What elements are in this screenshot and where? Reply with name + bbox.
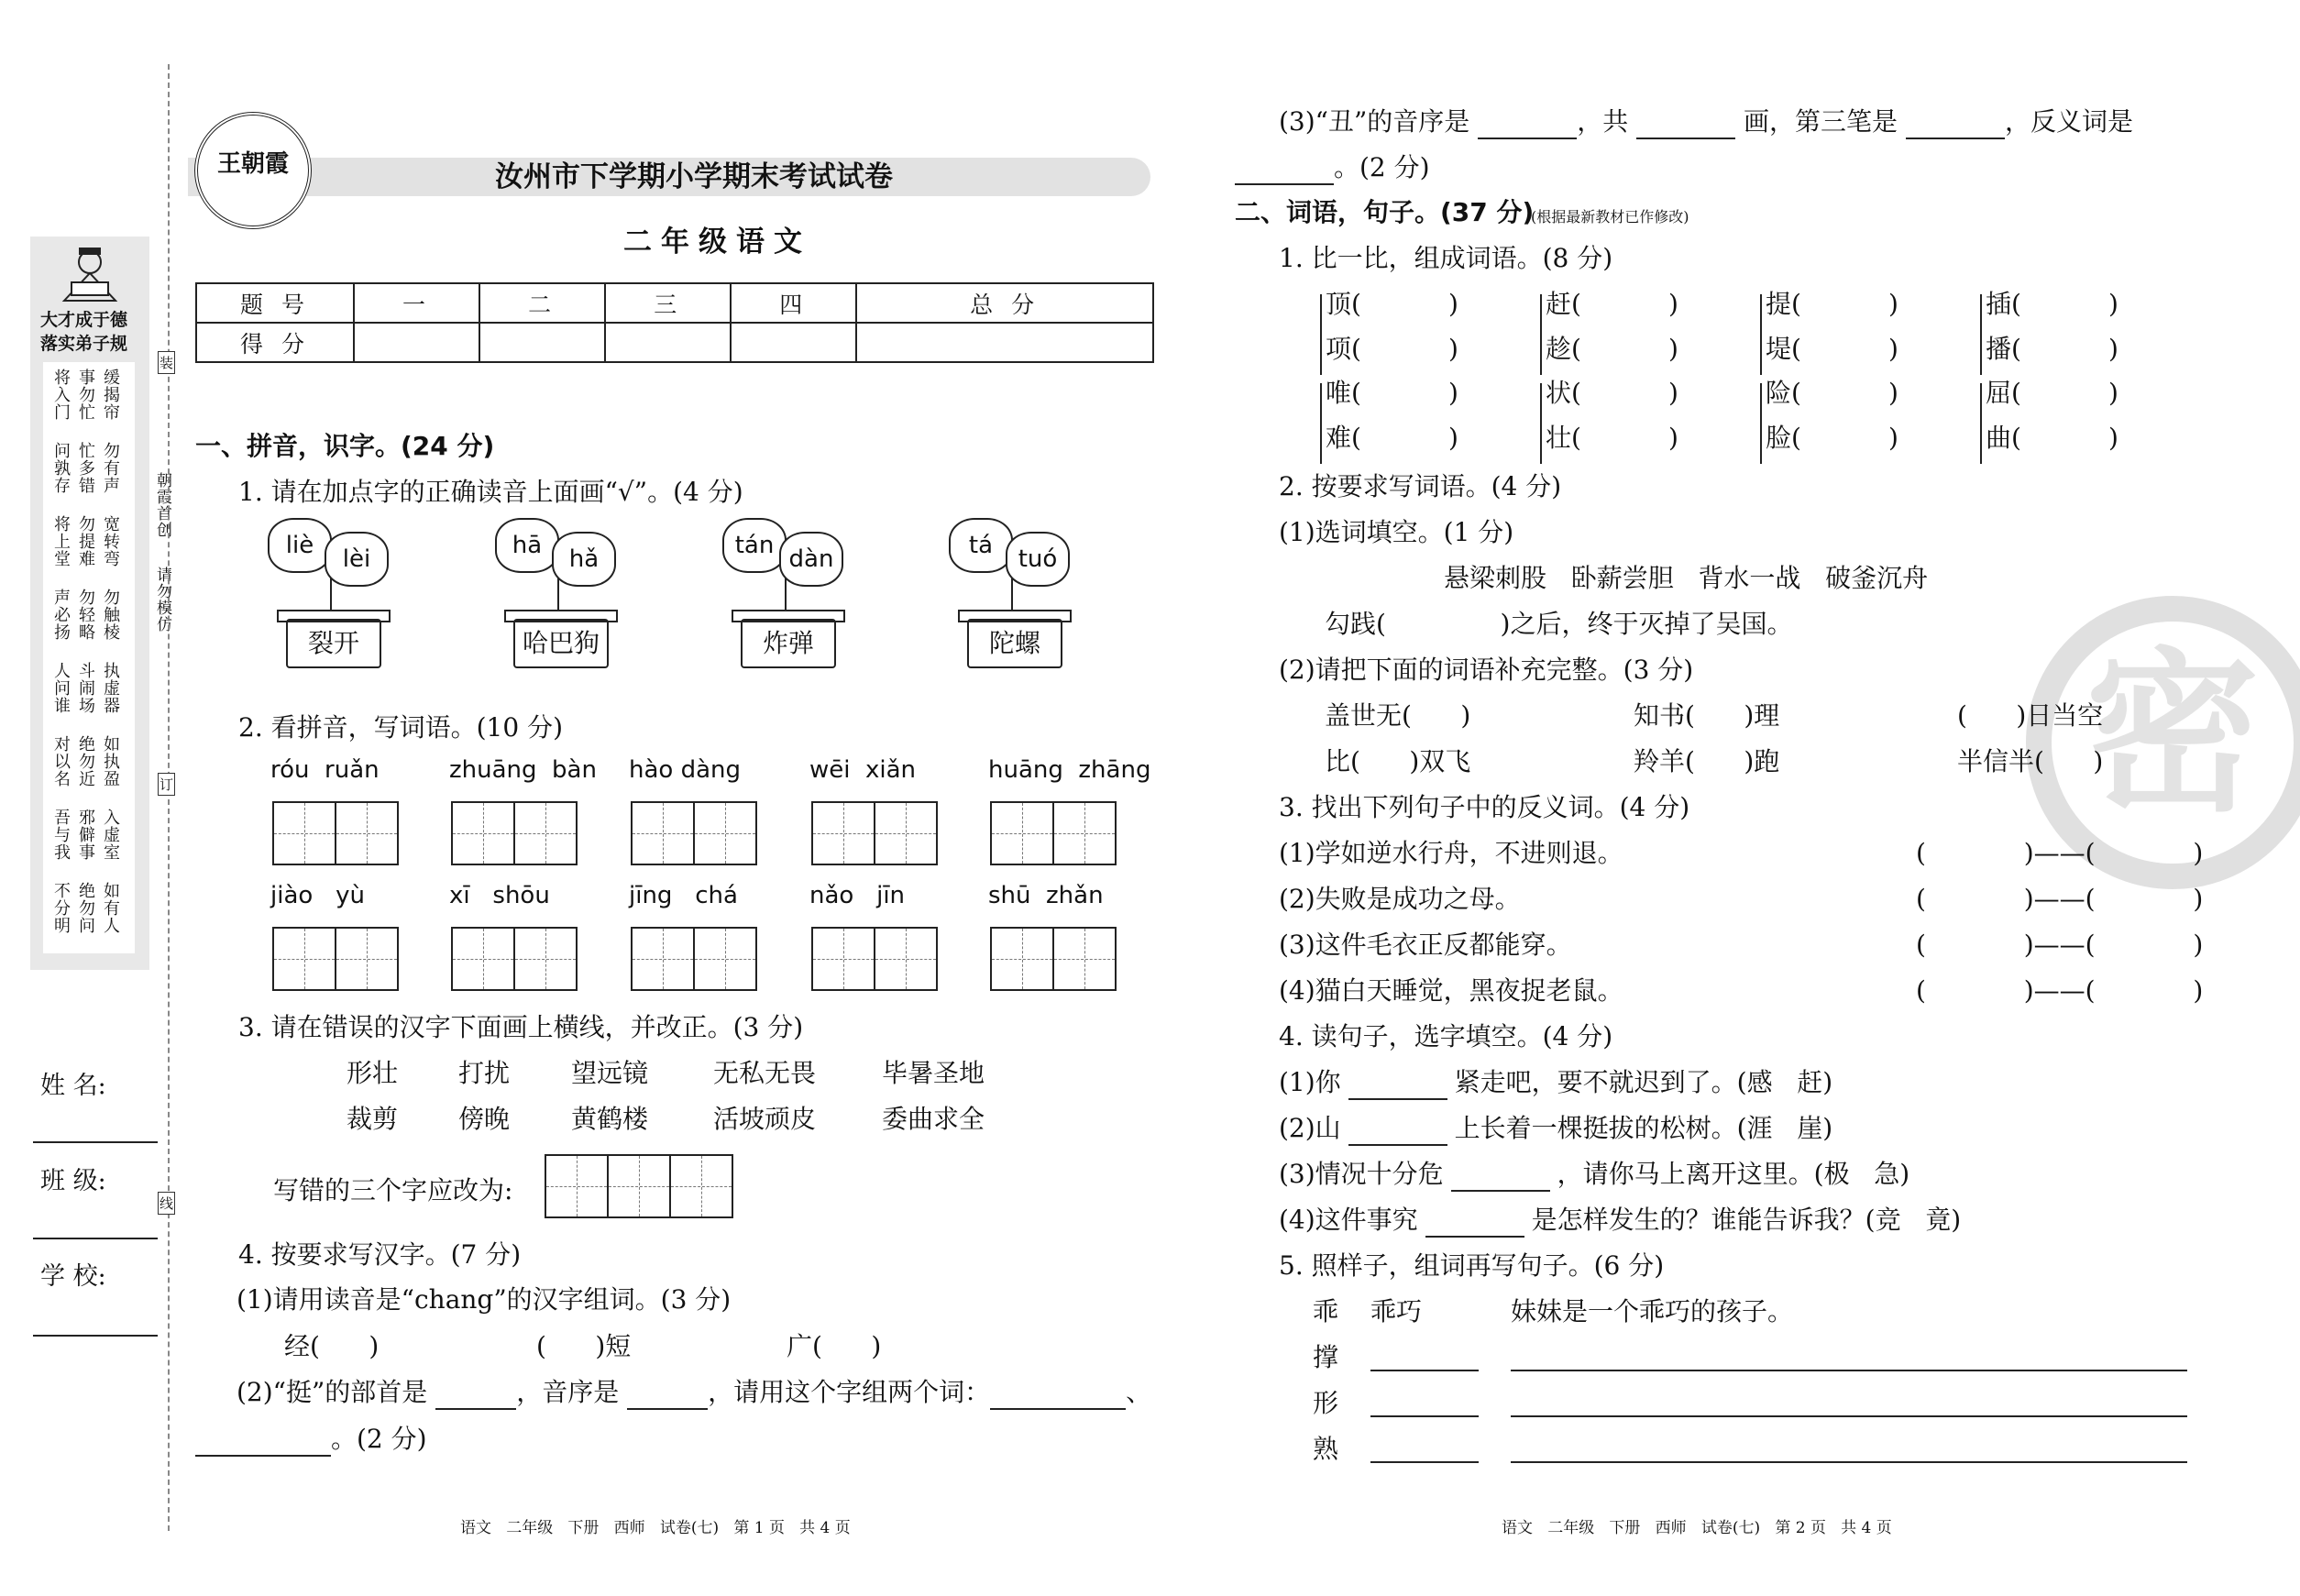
word-item[interactable]: 傍晚 (458, 1104, 511, 1134)
compare-char[interactable]: 壮( (1546, 423, 1581, 453)
q4-sub2-d: 、 (1126, 1377, 1152, 1407)
writing-cell[interactable] (693, 801, 757, 865)
writing-cell[interactable] (1052, 927, 1117, 991)
word-item[interactable]: 打扰 (458, 1058, 511, 1088)
writing-cell[interactable] (631, 801, 695, 865)
page-title: 汝州市下学期小学期末考试试卷 (495, 160, 893, 193)
blank-field[interactable] (990, 1377, 1126, 1410)
q4-sub2-a: (2)“挺”的部首是 (237, 1377, 428, 1407)
word-item[interactable]: 望远镜 (571, 1058, 649, 1088)
motto-column: 勿轻略 (76, 589, 95, 641)
r-q5-ex-sentence: 妹妹是一个乖巧的孩子。 (1511, 1296, 1794, 1326)
q4-sub1-item[interactable]: 经( ) (284, 1331, 380, 1361)
idiom-item[interactable]: 盖世无( ) (1325, 700, 1471, 731)
q3-fix-grid (545, 1154, 733, 1218)
q4-title: 4. 按要求写汉字。(7 分) (238, 1239, 522, 1270)
motto-column: 将入门 (51, 369, 71, 421)
motto-column: 如执盈 (101, 735, 120, 787)
motto-column: 绝勿近 (76, 735, 95, 787)
q5-char: 熟 (1313, 1434, 1339, 1464)
sentence-blank[interactable] (1511, 1461, 2187, 1463)
group-brace (1540, 383, 1542, 464)
score-label-cell: 得 分 (196, 323, 354, 362)
compare-char[interactable]: 状( (1546, 378, 1581, 408)
antonym-pair[interactable]: ( )——( ) (1916, 975, 2204, 1006)
antonym-pair[interactable]: ( )——( ) (1916, 838, 2204, 868)
writing-cell[interactable] (874, 927, 938, 991)
compare-char[interactable]: 趁( (1546, 334, 1581, 364)
cut-line (168, 64, 170, 1531)
pinyin-label: zhuāng bàn (449, 756, 597, 784)
motto-column: 不分明 (51, 882, 71, 934)
group-brace (1760, 294, 1762, 375)
pinyin-option[interactable]: tuó (1006, 532, 1070, 587)
compare-char[interactable]: 唯( (1326, 378, 1361, 408)
class-field[interactable] (33, 1238, 158, 1239)
motto-column: 人问谁 (51, 662, 71, 714)
word-item[interactable]: 毕暑圣地 (882, 1058, 985, 1088)
compare-close: ) (1668, 423, 1678, 453)
vertical-note-1: 朝霞首创 (153, 472, 171, 538)
fill-suffix: 是怎样发生的？谁能告诉我？(竞 竟) (1531, 1205, 1962, 1235)
q4-sub1: (1)请用读音是“chang”的汉字组词。(3 分) (237, 1284, 732, 1315)
writing-cell[interactable] (811, 927, 875, 991)
q4-sub1-item[interactable]: 广( ) (787, 1331, 882, 1361)
score-input-cell[interactable] (731, 323, 856, 362)
word-blank[interactable] (1370, 1461, 1479, 1463)
idiom-item[interactable]: 知书( )理 (1634, 700, 1780, 731)
q4-sub2-line2 (195, 1424, 427, 1457)
compare-char[interactable]: 屈( (1986, 378, 2021, 408)
pinyin-option[interactable]: lèi (325, 532, 389, 587)
group-brace (1320, 383, 1322, 464)
antonym-sentence: (1)学如逆水行舟，不进则退。 (1279, 838, 1623, 868)
pinyin-option[interactable]: tá (949, 518, 1013, 573)
motto-column: 勿提难 (76, 515, 95, 567)
q4-sub2-b: ，音序是 (516, 1377, 620, 1407)
compare-char[interactable]: 顶( (1326, 289, 1361, 319)
fold-mark-1: 装 (158, 351, 175, 374)
pinyin-option[interactable]: tán (722, 518, 787, 573)
r-q3-d: ，反义词是 (2004, 106, 2133, 137)
writing-cell[interactable] (874, 801, 938, 865)
r-q3-c: 画，第三笔是 (1744, 106, 1898, 137)
q4-sub1-item[interactable]: ( )短 (536, 1331, 632, 1361)
r-q1-title: 1. 比一比，组成词语。(8 分) (1279, 243, 1613, 273)
name-field[interactable] (33, 1141, 158, 1143)
blank-field[interactable] (1478, 106, 1577, 139)
idiom-item[interactable]: 半信半( ) (1957, 746, 2104, 776)
logo-text: 王朝霞 (216, 150, 289, 178)
compare-close: ) (1448, 289, 1458, 319)
compare-close: ) (1448, 334, 1458, 364)
compare-char[interactable]: 难( (1326, 423, 1361, 453)
antonym-pair[interactable]: ( )——( ) (1916, 930, 2204, 960)
motto-column: 斗闹场 (76, 662, 95, 714)
part2-heading: 二、词语，句子。(37 分) (1235, 197, 1535, 227)
r-q3cont-line1 (1279, 106, 2133, 139)
blank-field[interactable] (1906, 106, 2005, 139)
motto-line-2: 落实弟子规 (40, 334, 128, 354)
motto-column: 入虚室 (101, 809, 120, 861)
motto-column: 勿有声 (101, 442, 120, 494)
word-item[interactable]: 委曲求全 (882, 1104, 985, 1134)
compare-char[interactable]: 曲( (1986, 423, 2021, 453)
compare-close: ) (1448, 378, 1458, 408)
blank-field[interactable] (1636, 106, 1735, 139)
blank-field[interactable] (435, 1377, 516, 1410)
fold-mark-2: 订 (158, 773, 175, 796)
compare-char[interactable]: 险( (1766, 378, 1801, 408)
group-brace (1760, 383, 1762, 464)
footer-left: 语文 二年级 下册 西师 试卷(七) 第 1 页 共 4 页 (460, 1519, 851, 1537)
q4-sub2-c: ，请用这个字组两个词： (708, 1377, 991, 1407)
fill-line (1279, 1205, 1961, 1238)
r-q5-ex-char: 乖 (1313, 1296, 1339, 1326)
score-input-cell[interactable] (605, 323, 731, 362)
pot-word: 炸弹 (741, 619, 836, 668)
compare-close: ) (1888, 423, 1898, 453)
score-header-cell: 四 (731, 283, 856, 323)
r-q2-options: 悬梁刺股 卧薪尝胆 背水一战 破釜沉舟 (1444, 563, 1929, 593)
part1-heading: 一、拼音，识字。(24 分) (195, 431, 495, 461)
writing-cell[interactable] (1052, 801, 1117, 865)
writing-cell[interactable] (272, 801, 336, 865)
writing-cell[interactable] (545, 1154, 609, 1218)
compare-char[interactable]: 提( (1766, 289, 1801, 319)
pinyin-label: huāng zhāng (988, 756, 1151, 784)
writing-cell[interactable] (607, 1154, 671, 1218)
group-brace (1540, 294, 1542, 375)
writing-grid (811, 801, 938, 865)
blank-field[interactable] (1451, 1159, 1550, 1192)
fill-line (1279, 1067, 1832, 1100)
blank-field[interactable] (1348, 1113, 1447, 1146)
footer-right: 语文 二年级 下册 西师 试卷(七) 第 2 页 共 4 页 (1502, 1519, 1892, 1537)
q4-sub2-e: 。(2 分) (331, 1424, 427, 1454)
score-table-row (196, 283, 1153, 323)
q4-sub2-line (237, 1377, 1151, 1410)
word-blank[interactable] (1370, 1370, 1479, 1371)
word-item[interactable]: 裁剪 (347, 1104, 399, 1134)
writing-grid (811, 927, 938, 991)
writing-cell[interactable] (631, 927, 695, 991)
blank-field[interactable] (1235, 152, 1334, 185)
school-label: 学 校: (40, 1262, 106, 1291)
writing-cell[interactable] (513, 927, 578, 991)
score-header-cell: 三 (605, 283, 731, 323)
score-input-cell[interactable] (856, 323, 1153, 362)
writing-grid (272, 927, 399, 991)
writing-cell[interactable] (451, 927, 515, 991)
blank-field[interactable] (1348, 1067, 1447, 1100)
compare-char[interactable]: 项( (1326, 334, 1361, 364)
compare-close: ) (2108, 334, 2118, 364)
score-header-cell: 总 分 (856, 283, 1153, 323)
writing-grid (451, 927, 578, 991)
writing-grid (451, 801, 578, 865)
pinyin-option[interactable]: hā (495, 518, 559, 573)
writing-cell[interactable] (335, 927, 399, 991)
group-brace (1980, 383, 1982, 464)
writing-cell[interactable] (693, 927, 757, 991)
compare-close: ) (2108, 423, 2118, 453)
q1-title: 1. 请在加点字的正确读音上面画“√”。(4 分) (238, 477, 743, 507)
compare-close: ) (1888, 334, 1898, 364)
r-q3-a: (3)“丑”的音序是 (1279, 106, 1470, 137)
part2-note: (根据最新教材已作修改) (1531, 208, 1689, 226)
motto-column: 吾与我 (51, 809, 71, 861)
sentence-blank[interactable] (1511, 1415, 2187, 1417)
q3-fix-label: 写错的三个字应改为: (273, 1175, 513, 1205)
pot-word: 裂开 (286, 619, 381, 668)
motto-column: 将上堂 (51, 515, 71, 567)
antonym-pair[interactable]: ( )——( ) (1916, 884, 2204, 914)
r-q5-title: 5. 照样子，组词再写句子。(6 分) (1279, 1250, 1665, 1281)
flower-item (949, 518, 1086, 701)
flower-item (268, 518, 405, 701)
r-q2-fill[interactable]: 勾践( )之后，终于灭掉了吴国。 (1325, 609, 1793, 639)
writing-grid (990, 801, 1117, 865)
pinyin-label: shū zhǎn (988, 882, 1104, 909)
pinyin-label: róu ruǎn (270, 756, 380, 784)
pinyin-label: jīng chá (629, 882, 738, 909)
motto-column: 对以名 (51, 735, 71, 787)
writing-grid (272, 801, 399, 865)
writing-cell[interactable] (990, 801, 1054, 865)
score-header-cell: 一 (354, 283, 479, 323)
name-label: 姓 名: (40, 1072, 106, 1100)
pinyin-option[interactable]: liè (268, 518, 332, 573)
motto-column: 缓揭帘 (101, 369, 120, 421)
blank-field[interactable] (195, 1424, 331, 1457)
motto-column: 绝勿问 (76, 882, 95, 934)
motto-column: 忙多错 (76, 442, 95, 494)
fill-line (1279, 1113, 1832, 1146)
writing-cell[interactable] (335, 801, 399, 865)
pinyin-label: xī shōu (449, 882, 550, 909)
antonym-sentence: (4)猫白天睡觉，黑夜捉老鼠。 (1279, 975, 1623, 1006)
r-q2-sub1: (1)选词填空。(1 分) (1279, 517, 1514, 547)
fill-suffix: 上长着一棵挺拔的松树。(涯 崖) (1454, 1113, 1833, 1143)
word-item[interactable]: 形壮 (347, 1058, 399, 1088)
idiom-item[interactable]: 比( )双飞 (1325, 746, 1471, 776)
motto-column: 如有人 (101, 882, 120, 934)
motto-column: 问孰存 (51, 442, 71, 494)
compare-char[interactable]: 播( (1986, 334, 2021, 364)
logo (194, 112, 312, 229)
blank-field[interactable] (627, 1377, 708, 1410)
motto-column: 执虚器 (101, 662, 120, 714)
writing-grid (631, 801, 757, 865)
r-q3cont-line2 (1235, 152, 1430, 185)
antonym-sentence: (3)这件毛衣正反都能穿。 (1279, 930, 1572, 960)
writing-cell[interactable] (811, 801, 875, 865)
score-header-cell: 二 (479, 283, 605, 323)
compare-char[interactable]: 脸( (1766, 423, 1801, 453)
scholar-illustration (53, 246, 127, 305)
group-brace (1320, 294, 1322, 375)
fill-prefix: (2)山 (1279, 1113, 1341, 1143)
fill-suffix: 紧走吧，要不就迟到了。(感 赶) (1454, 1067, 1833, 1097)
page-subtitle: 二年级语文 (623, 226, 811, 259)
word-item[interactable]: 活坡顽皮 (713, 1104, 817, 1134)
motto-column: 宽转弯 (101, 515, 120, 567)
r-q3-b: ，共 (1577, 106, 1629, 137)
pinyin-label: hào dàng (629, 756, 742, 784)
r-q2-sub2: (2)请把下面的词语补充完整。(3 分) (1279, 655, 1694, 685)
compare-close: ) (2108, 289, 2118, 319)
r-q5-ex-word: 乖巧 (1370, 1296, 1423, 1326)
pinyin-label: jiào yù (270, 882, 365, 909)
motto-column: 声必扬 (51, 589, 71, 641)
word-blank[interactable] (1370, 1415, 1479, 1417)
compare-char[interactable]: 堤( (1766, 334, 1801, 364)
group-brace (1980, 294, 1982, 375)
score-input-cell[interactable] (479, 323, 605, 362)
idiom-item[interactable]: ( )日当空 (1957, 700, 2104, 731)
flower-item (495, 518, 633, 701)
writing-grid (631, 927, 757, 991)
q5-char: 撑 (1313, 1342, 1339, 1372)
motto-column: 事勿忙 (76, 369, 95, 421)
compare-close: ) (1888, 289, 1898, 319)
pinyin-label: nǎo jīn (809, 882, 906, 909)
compare-close: ) (1668, 378, 1678, 408)
fill-prefix: (4)这件事究 (1279, 1205, 1418, 1235)
fill-prefix: (1)你 (1279, 1067, 1341, 1097)
compare-close: ) (2108, 378, 2118, 408)
pinyin-option[interactable]: dàn (779, 532, 843, 587)
r-q3-e: 。(2 分) (1334, 152, 1430, 182)
school-field[interactable] (33, 1335, 158, 1337)
score-table-row (196, 323, 1153, 362)
motto-column: 勿触棱 (101, 589, 120, 641)
fill-suffix: ，请你马上离开这里。(极 急) (1557, 1159, 1910, 1189)
pot-word: 陀螺 (967, 619, 1062, 668)
r-q4-title: 4. 读句子，选字填空。(4 分) (1279, 1021, 1613, 1051)
writing-cell[interactable] (513, 801, 578, 865)
q5-char: 形 (1313, 1388, 1339, 1418)
fold-mark-3: 线 (158, 1192, 175, 1215)
q2-title: 2. 看拼音，写词语。(10 分) (238, 712, 563, 743)
compare-char[interactable]: 插( (1986, 289, 2021, 319)
word-item[interactable]: 黄鹤楼 (571, 1104, 649, 1134)
fill-prefix: (3)情况十分危 (1279, 1159, 1444, 1189)
writing-grid (990, 927, 1117, 991)
blank-field[interactable] (1425, 1205, 1524, 1238)
class-label: 班 级: (40, 1167, 106, 1195)
score-table (195, 282, 1154, 363)
compare-close: ) (1448, 423, 1458, 453)
writing-cell[interactable] (451, 801, 515, 865)
vertical-note-2: 请勿模仿 (153, 567, 171, 633)
pinyin-label: wēi xiǎn (809, 756, 917, 784)
pot-word: 哈巴狗 (513, 619, 609, 668)
fill-line (1279, 1159, 1909, 1192)
score-header-cell: 题 号 (196, 283, 354, 323)
motto-line-1: 大才成于德 (40, 310, 128, 330)
pinyin-option[interactable]: hǎ (552, 532, 616, 587)
writing-cell[interactable] (990, 927, 1054, 991)
writing-cell[interactable] (272, 927, 336, 991)
compare-close: ) (1888, 378, 1898, 408)
sentence-blank[interactable] (1511, 1370, 2187, 1371)
score-input-cell[interactable] (354, 323, 479, 362)
seal-char: 密 (2085, 631, 2261, 835)
flower-item (722, 518, 860, 701)
compare-char[interactable]: 赶( (1546, 289, 1581, 319)
compare-close: ) (1668, 289, 1678, 319)
writing-cell[interactable] (669, 1154, 733, 1218)
word-item[interactable]: 无私无畏 (713, 1058, 817, 1088)
idiom-item[interactable]: 羚羊( )跑 (1634, 746, 1780, 776)
r-q2-title: 2. 按要求写词语。(4 分) (1279, 471, 1562, 501)
compare-close: ) (1668, 334, 1678, 364)
motto-column: 邪僻事 (76, 809, 95, 861)
q3-title: 3. 请在错误的汉字下面画上横线，并改正。(3 分) (238, 1012, 804, 1042)
antonym-sentence: (2)失败是成功之母。 (1279, 884, 1521, 914)
r-q3-title: 3. 找出下列句子中的反义词。(4 分) (1279, 792, 1690, 822)
